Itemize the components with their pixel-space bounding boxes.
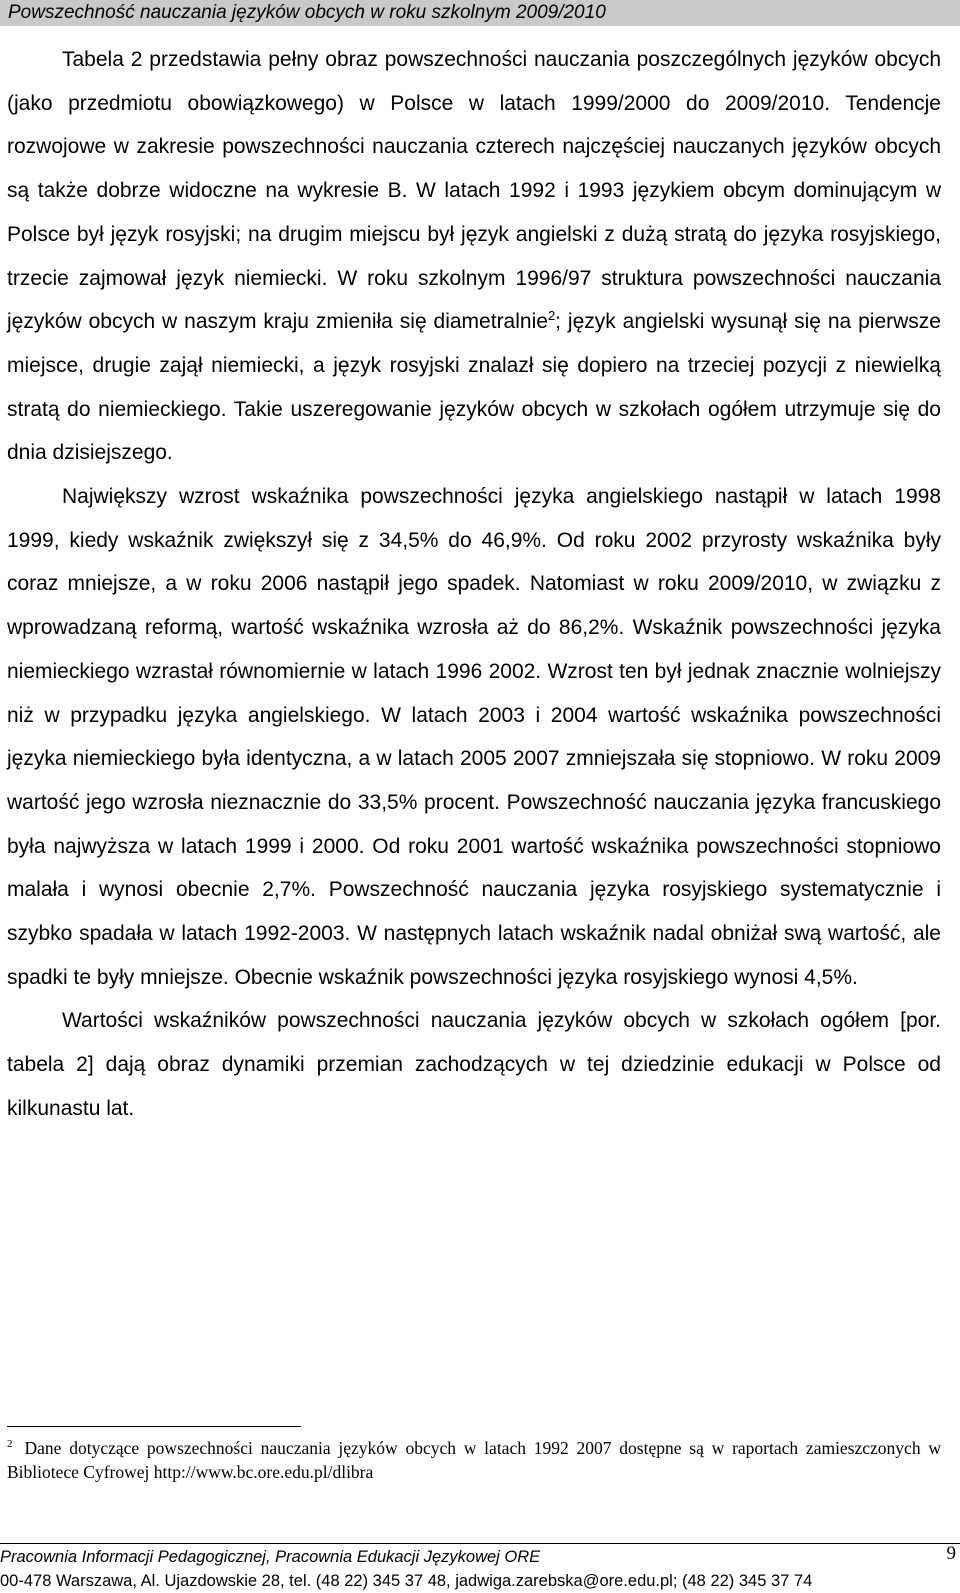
footnote-separator — [7, 1426, 301, 1427]
running-header-title: Powszechność nauczania języków obcych w roku szkolnym 2009/2010 — [8, 2, 606, 23]
footnote-reference: 2 — [547, 308, 556, 324]
footnote-number: 2 — [7, 1438, 13, 1451]
footer-address: 00-478 Warszawa, Al. Ujazdowskie 28, tel. (48 22) 345 37 48, jadwiga.zarebska@ore.edu.pl; (48 22) 345 37 74 — [0, 1572, 813, 1590]
running-header — [0, 0, 960, 26]
footer-separator — [0, 1543, 960, 1544]
paragraph-3: Wartości wskaźników powszechności nauczania języków obcych w szkołach ogółem [por. tabela 2] dają obraz dynamiki przemian zachodzących w tej dziedzinie edukacji w Polsce od kilkunastu lat. — [7, 1009, 941, 1120]
paragraph-1 — [7, 38, 941, 475]
paragraph-2: Największy wzrost wskaźnika powszechności języka angielskiego nastąpił w latach 1998 1999, kiedy wskaźnik zwiększył się z 34,5% do 46,9%. Od roku 2002 przyrosty wskaźnika były coraz mniejsze, a w roku 2006 nastąpił jego spadek. Natomiast w roku 2009/2010, w związku z wprowadzaną reformą, wartość wskaźnika wzrosła aż do 86,2%. Wskaźnik powszechności języka niemieckiego wzrastał równomiernie w latach 1996 2002. Wzrost ten był jednak znacznie wolniejszy niż w przypadku języka angielskiego. W latach 2003 i 2004 wartość wskaźnika powszechności języka niemieckiego była identyczna, a w latach 2005 2007 zmniejszała się stopniowo. W roku 2009 wartość jego wzrosła nieznacznie do 33,5% procent. Powszechność nauczania języka francuskiego była najwyższa w latach 1999 i 2000. Od roku 2001 wartość wskaźnika powszechności stopniowo malała i wynosi obecnie 2,7%. Powszechność nauczania języka rosyjskiego systematycznie i szybko spadała w latach 1992-2003. W następnych latach wskaźnik nadal obniżał swą wartość, ale spadki te były mniejsze. Obecnie wskaźnik powszechności języka rosyjskiego wynosi 4,5%. — [7, 485, 941, 989]
footnote-text: Dane dotyczące powszechności nauczania języków obcych w latach 1992 2007 dostępne są w raportach zamieszczonych w Bibliotece Cyfrowej http://www.bc.ore.edu.pl/dlibra — [7, 1438, 941, 1482]
paragraph-1-text-b: ; język angielski wysunął się na pierwsze miejsce, drugie zajął niemiecki, a język rosyjski znalazł się dopiero na trzeciej pozycji z niewielką stratą do niemieckiego. Takie uszeregowanie języków obcych w szkołach ogółem utrzymuje się do dnia dzisiejszego. — [7, 310, 941, 465]
page-number: 9 — [946, 1543, 956, 1564]
paragraph-1-text-a: Tabela 2 przedstawia pełny obraz powszechności nauczania poszczególnych języków obcych (jako przedmiotu obowiązkowego) w Polsce w latach 1999/2000 do 2009/2010. Tendencje rozwojowe w zakresie powszechności nauczania czterech najczęściej nauczanych języków obcych są także dobrze widoczne na wykresie B. W latach 1992 i 1993 językiem obcym dominującym w Polsce był język rosyjski; na drugim miejscu był język angielski z dużą stratą do języka rosyjskiego, trzecie zajmował język niemiecki. W roku szkolnym 1996/97 struktura powszechności nauczania języków obcych w naszym kraju zmieniła się diametralnie — [7, 48, 941, 334]
body-text — [7, 38, 941, 1131]
footer-institution: Pracownia Informacji Pedagogicznej, Pracownia Edukacji Językowej ORE — [0, 1548, 541, 1566]
footnote — [7, 1436, 941, 1484]
